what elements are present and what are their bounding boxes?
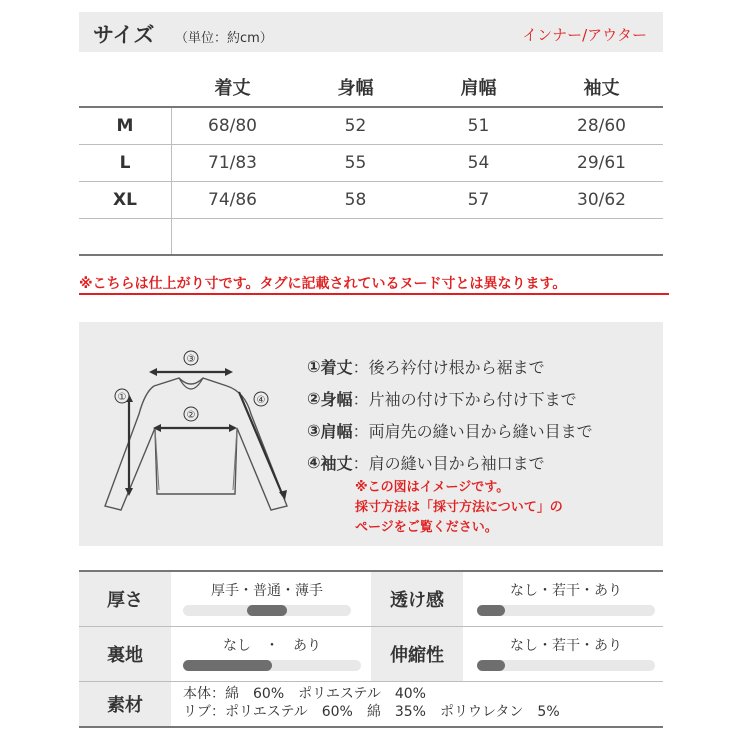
table-cell: 51	[467, 116, 490, 136]
table-cell: 28/60	[577, 116, 626, 136]
size-table	[79, 70, 663, 256]
lining-scale	[183, 660, 361, 671]
marker-1: ①	[117, 392, 127, 403]
attribute-row	[79, 627, 663, 682]
stretch-indicator	[477, 660, 505, 671]
thickness-scale	[183, 605, 351, 616]
thickness-options: 厚手・普通・薄手	[211, 583, 323, 599]
category-tag: インナー/アウター	[522, 26, 647, 44]
column-header: 肩幅	[460, 78, 497, 99]
legend-item: ② 身幅 ：片袖の付け下から付け下まで	[307, 388, 577, 409]
attribute-row	[79, 682, 663, 726]
diagram-caution: ※この図はイメージです。 採寸方法は「採寸方法について」の ページをご覧ください。	[355, 480, 563, 535]
attribute-row	[79, 572, 663, 627]
table-row	[79, 108, 663, 145]
column-header: 身幅	[337, 78, 374, 99]
size-label: XL	[113, 190, 137, 210]
stretch-scale	[477, 660, 655, 671]
size-title: サイズ	[93, 23, 155, 47]
table-row-empty	[79, 219, 663, 256]
marker-4: ④	[256, 395, 266, 406]
sheer-label: 透け感	[371, 572, 463, 626]
lining-options: なし ・ あり	[223, 638, 321, 654]
column-header: 着丈	[214, 78, 251, 99]
size-table-header	[79, 70, 663, 108]
unit-label: （単位：約cm）	[175, 31, 273, 46]
column-header: 袖丈	[583, 78, 620, 99]
measurement-diagram	[79, 322, 663, 546]
legend-item: ① 着丈 ：後ろ衿付け根から裾まで	[307, 356, 545, 377]
table-row	[79, 182, 663, 219]
thickness-indicator	[247, 605, 287, 616]
size-label: M	[116, 116, 134, 136]
lining-label: 裏地	[79, 627, 171, 681]
table-cell: 29/61	[577, 153, 626, 173]
measurement-legend	[307, 350, 593, 478]
sheer-indicator	[477, 605, 505, 616]
table-cell: 54	[467, 153, 490, 173]
lining-indicator	[183, 660, 272, 671]
sheer-scale	[477, 605, 655, 616]
table-cell: 58	[344, 190, 367, 210]
material-composition: 本体：綿 60% ポリエステル 40% リブ：ポリエステル 60% 綿 35% ポリウレタン 5%	[183, 686, 560, 720]
size-header	[79, 12, 663, 52]
marker-2: ②	[186, 410, 196, 421]
stretch-options: なし・若干・あり	[510, 638, 622, 654]
size-label: L	[119, 153, 131, 173]
table-cell: 71/83	[208, 153, 257, 173]
thickness-label: 厚さ	[79, 572, 171, 626]
marker-3: ③	[186, 354, 196, 365]
legend-item: ④ 袖丈 ：肩の縫い目から袖口まで	[307, 452, 545, 473]
fabric-attributes-table	[79, 570, 663, 728]
table-row	[79, 145, 663, 182]
note-underline	[79, 293, 669, 295]
shirt-diagram-icon	[99, 344, 289, 524]
table-cell: 57	[467, 190, 490, 210]
legend-item: ③ 肩幅 ：両肩先の縫い目から縫い目まで	[307, 420, 593, 441]
material-label: 素材	[79, 682, 171, 726]
finished-size-note: ※こちらは仕上がり寸です。タグに記載されているヌード寸とは異なります。	[79, 276, 567, 292]
table-cell: 68/80	[208, 116, 257, 136]
stretch-label: 伸縮性	[371, 627, 463, 681]
table-cell: 52	[344, 116, 367, 136]
table-cell: 55	[344, 153, 367, 173]
table-cell: 74/86	[208, 190, 257, 210]
sheer-options: なし・若干・あり	[510, 583, 622, 599]
table-cell: 30/62	[577, 190, 626, 210]
